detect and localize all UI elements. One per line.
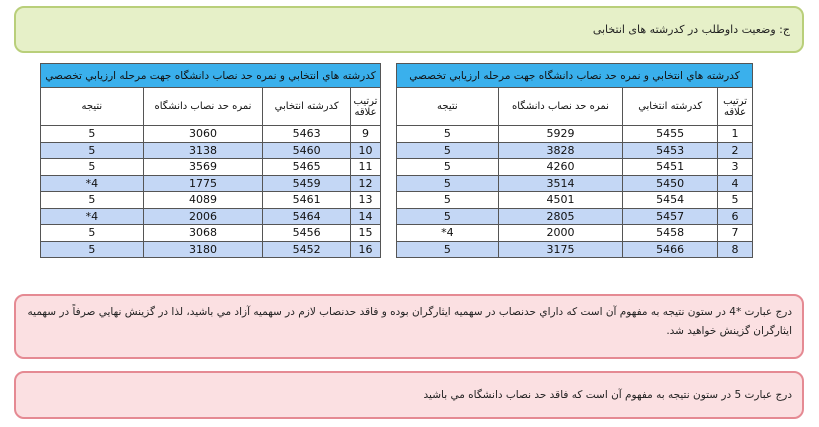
threshold-cell: 3068 [143,225,263,242]
priority-cell: 1 [718,126,753,143]
table-row [397,159,753,176]
threshold-cell: 3138 [143,142,263,159]
threshold-cell: 3828 [498,142,623,159]
threshold-cell: 2805 [498,208,623,225]
field-code-cell: 5451 [623,159,718,176]
status-header [14,6,804,53]
column-header-threshold: نمره حد نصاب دانشگاه [498,88,623,126]
table-row [397,225,753,242]
table-row [41,208,381,225]
priority-cell: 15 [351,225,381,242]
table-row [397,241,753,258]
priority-cell: 5 [718,192,753,209]
table-row [397,192,753,209]
note-no-threshold-box [14,371,804,419]
table-row [41,241,381,258]
column-header-priority: ترتیب علاقه [718,88,753,126]
field-code-cell: 5464 [263,208,351,225]
threshold-cell: 3180 [143,241,263,258]
threshold-cell: 3514 [498,175,623,192]
result-cell: 5 [397,159,499,176]
column-header-field-code: کدرشته انتخابي [263,88,351,126]
field-code-cell: 5458 [623,225,718,242]
note-quota-box [14,294,804,359]
table-row [397,126,753,143]
field-code-cell: 5455 [623,126,718,143]
status-header-text: ج: وضعیت داوطلب در کدرشته های انتخابی [592,23,790,36]
threshold-cell: 4501 [498,192,623,209]
result-cell: 5 [397,175,499,192]
threshold-cell: 4260 [498,159,623,176]
priority-cell: 14 [351,208,381,225]
result-cell: 5 [397,192,499,209]
result-cell: 5 [41,159,144,176]
result-cell: 4* [397,225,499,242]
result-cell: 5 [41,142,144,159]
field-code-cell: 5460 [263,142,351,159]
threshold-cell: 5929 [498,126,623,143]
priority-cell: 16 [351,241,381,258]
priority-cell: 3 [718,159,753,176]
table-title: کدرشته هاي انتخابي و نمره حد نصاب دانشگاه جهت مرحله ارزيابي تخصصي [397,64,753,88]
field-code-cell: 5450 [623,175,718,192]
threshold-cell: 3060 [143,126,263,143]
result-cell: 5 [397,142,499,159]
field-code-cell: 5465 [263,159,351,176]
field-code-cell: 5452 [263,241,351,258]
priority-cell: 12 [351,175,381,192]
column-header-threshold: نمره حد نصاب دانشگاه [143,88,263,126]
note-quota-text: درج عبارت *4 در ستون نتیجه به مفهوم آن است که داراي حدنصاب در سهميه ايثارگران بوده و فاقد حدنصاب لازم در سهميه آزاد مي باشيد، لذا در گزينش نهايي صرفاً در سهميه ايثارگران گزينش خواهيد شد. [27,306,792,337]
threshold-cell: 3175 [498,241,623,258]
threshold-cell: 3569 [143,159,263,176]
threshold-cell: 4089 [143,192,263,209]
priority-cell: 10 [351,142,381,159]
priority-cell: 13 [351,192,381,209]
threshold-cell: 1775 [143,175,263,192]
table-row [41,126,381,143]
field-code-cell: 5461 [263,192,351,209]
field-code-cell: 5457 [623,208,718,225]
table-row [41,142,381,159]
column-header-result: نتيجه [41,88,144,126]
priority-cell: 7 [718,225,753,242]
column-header-priority: ترتیب علاقه [351,88,381,126]
priority-cell: 6 [718,208,753,225]
field-code-cell: 5466 [623,241,718,258]
table-row [397,142,753,159]
field-code-cell: 5463 [263,126,351,143]
priority-cell: 2 [718,142,753,159]
result-cell: 4* [41,208,144,225]
table-row [397,208,753,225]
table-row [41,225,381,242]
column-header-field-code: کدرشته انتخابي [623,88,718,126]
priority-cell: 4 [718,175,753,192]
table-row [41,192,381,209]
table-row [397,175,753,192]
result-cell: 5 [41,126,144,143]
table-row [41,175,381,192]
priority-cell: 9 [351,126,381,143]
field-code-cell: 5453 [623,142,718,159]
field-code-cell: 5459 [263,175,351,192]
result-cell: 5 [397,126,499,143]
field-code-cell: 5454 [623,192,718,209]
table-title: کدرشته هاي انتخابي و نمره حد نصاب دانشگاه جهت مرحله ارزيابي تخصصي [41,64,381,88]
table-row [41,159,381,176]
choices-table-left [40,63,381,258]
priority-cell: 11 [351,159,381,176]
result-cell: 4* [41,175,144,192]
threshold-cell: 2006 [143,208,263,225]
priority-cell: 8 [718,241,753,258]
threshold-cell: 2000 [498,225,623,242]
result-cell: 5 [397,208,499,225]
result-cell: 5 [41,225,144,242]
note-no-threshold-text: درج عبارت 5 در ستون نتیجه به مفهوم آن است که فاقد حد نصاب دانشگاه مي باشيد [423,389,792,401]
result-cell: 5 [41,192,144,209]
result-cell: 5 [397,241,499,258]
result-cell: 5 [41,241,144,258]
column-header-result: نتيجه [397,88,499,126]
field-code-cell: 5456 [263,225,351,242]
choices-table-right [396,63,753,258]
